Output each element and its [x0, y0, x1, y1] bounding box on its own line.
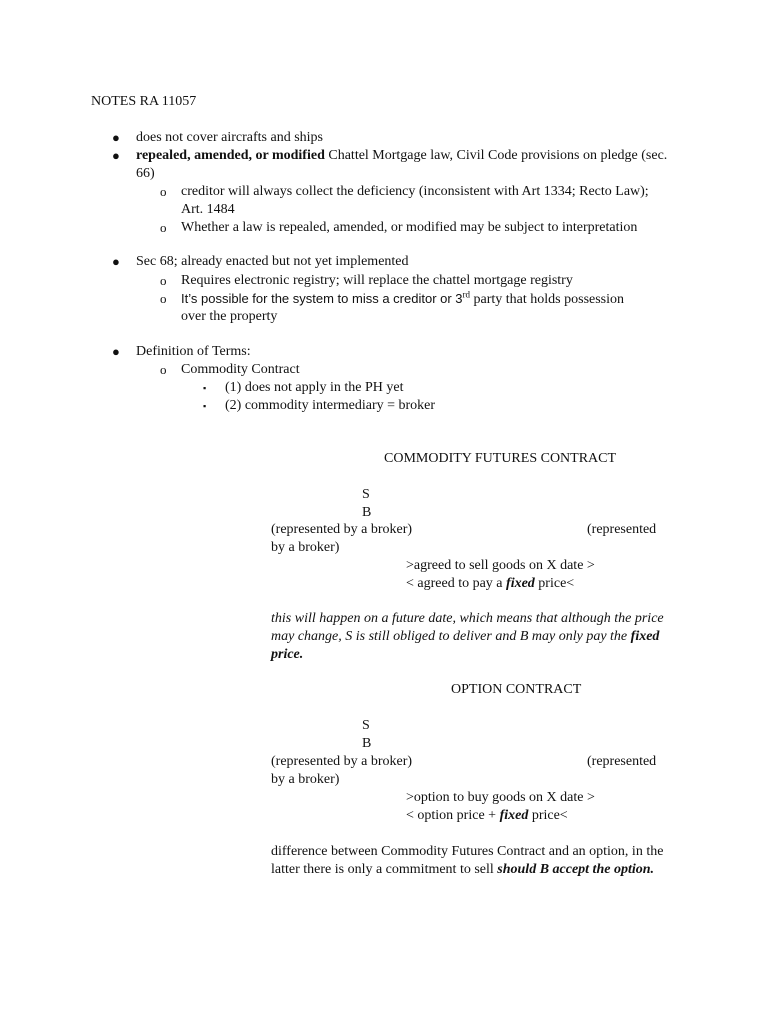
option-difference-note — [271, 843, 681, 879]
bullet-marker: ● — [112, 130, 120, 145]
text-span: difference between Commodity Futures Contract and an option, in the latter there is only a commitment to sell — [271, 844, 664, 877]
sub-bullet-text: Commodity Contract — [181, 362, 300, 377]
seller-label: S — [362, 487, 370, 502]
sub-bullet-text: creditor will always collect the deficiency (inconsistent with Art 1334; Recto Law); Art. 1484 — [181, 184, 649, 217]
text-span: < agreed to pay a — [406, 576, 507, 591]
flow-line-sell: >agreed to sell goods on X date > — [406, 558, 595, 573]
text-span: price< — [534, 576, 575, 591]
section-heading: COMMODITY FUTURES CONTRACT — [384, 451, 617, 466]
flow-line-price — [406, 807, 568, 825]
text-span: price< — [528, 808, 568, 823]
bold-text: fixed price. — [271, 629, 660, 662]
square-bullet-marker: ▪ — [203, 383, 207, 393]
seller-label: S — [362, 718, 370, 733]
list-item: (1) does not apply in the PH yet — [225, 380, 404, 395]
bullet-text: Sec 68; already enacted but not yet implemented — [136, 254, 409, 269]
representation-left: (represented by a broker) — [271, 522, 413, 537]
sub-bullet-text — [181, 290, 624, 309]
sub-bullet-marker: o — [160, 362, 167, 377]
sub-bullet-marker: o — [160, 184, 167, 199]
flow-line-option: >option to buy goods on X date > — [406, 790, 595, 805]
bold-italic-text: fixed — [506, 576, 535, 591]
bullet-text: does not cover aircrafts and ships — [136, 130, 323, 145]
superscript: rd — [462, 289, 471, 300]
sub-bullet-marker: o — [160, 291, 167, 306]
representation-left: (represented by a broker) — [271, 754, 413, 769]
text-span: < option price + — [406, 808, 500, 823]
buyer-label: B — [362, 505, 372, 520]
text-span: It’s possible for the system to miss a creditor or 3 — [181, 291, 463, 306]
section-heading: OPTION CONTRACT — [451, 682, 582, 697]
flow-line-pay — [406, 575, 574, 593]
bullet-marker: ● — [112, 148, 120, 163]
text-span: this will happen on a future date, which means that although the price may change, S is still obliged to deliver and B may only pay the — [271, 611, 664, 644]
sub-bullet-text: Requires electronic registry; will replace the chattel mortgage registry — [181, 273, 573, 288]
bullet-text — [136, 147, 686, 183]
text-span: Chattel Mortgage law, Civil Code provisions on pledge (sec. 66) — [136, 148, 668, 181]
representation-continued: by a broker) — [271, 540, 340, 555]
text-span: party that holds possession — [470, 292, 625, 307]
sub-bullet-text: Whether a law is repealed, amended, or modified may be subject to interpretation — [181, 220, 638, 235]
square-bullet-marker: ▪ — [203, 401, 207, 411]
sub-bullet-marker: o — [160, 273, 167, 288]
bullet-marker: ● — [112, 254, 120, 269]
buyer-label: B — [362, 736, 372, 751]
representation-right: (represented — [587, 522, 657, 537]
bold-italic-text: should B accept the option. — [497, 862, 655, 877]
bullet-marker: ● — [112, 344, 120, 359]
bold-text: repealed, amended, or modified — [136, 148, 325, 163]
sub-bullet-text-continued: over the property — [181, 309, 278, 324]
bold-italic-text: fixed — [499, 808, 529, 823]
representation-right: (represented — [587, 754, 657, 769]
list-item: (2) commodity intermediary = broker — [225, 398, 436, 413]
sub-bullet-marker: o — [160, 220, 167, 235]
representation-continued: by a broker) — [271, 772, 340, 787]
bullet-text: Definition of Terms: — [136, 344, 251, 359]
page-title: NOTES RA 11057 — [91, 94, 197, 109]
futures-note — [271, 610, 671, 664]
